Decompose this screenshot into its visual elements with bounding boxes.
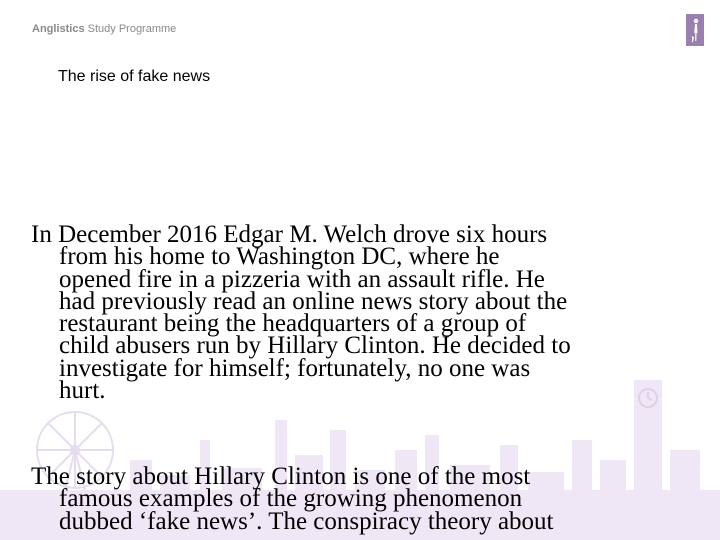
text-line: hurt. bbox=[59, 377, 106, 405]
text-line: investigate for himself; fortunately, no one was bbox=[59, 354, 531, 382]
text-line: In December 2016 Edgar M. Welch drove six hours bbox=[31, 221, 548, 248]
paragraph-2 bbox=[31, 463, 671, 535]
programme-subtitle: Study Programme bbox=[87, 23, 177, 35]
text-line: famous examples of the growing phenomenon bbox=[59, 485, 523, 513]
text-line: dubbed ‘fake news’. The conspiracy theory about bbox=[59, 507, 554, 535]
slide-title: The rise of fake news bbox=[58, 68, 211, 85]
figure-logo-icon bbox=[686, 14, 704, 46]
text-line: opened fire in a pizzeria with an assault rifle. He bbox=[59, 265, 545, 293]
text-line: from his home to Washington DC, where he bbox=[59, 243, 500, 271]
paragraph-1 bbox=[31, 221, 671, 405]
text-line: The story about Hillary Clinton is one of the most bbox=[31, 463, 531, 490]
text-line: had previously read an online news story about the bbox=[59, 287, 568, 315]
text-line: child abusers run by Hillary Clinton. He decided to bbox=[59, 332, 571, 360]
text-line: restaurant being the headquarters of a group of bbox=[59, 310, 527, 338]
brand-name: Anglistics bbox=[32, 23, 85, 35]
programme-header bbox=[32, 23, 176, 35]
